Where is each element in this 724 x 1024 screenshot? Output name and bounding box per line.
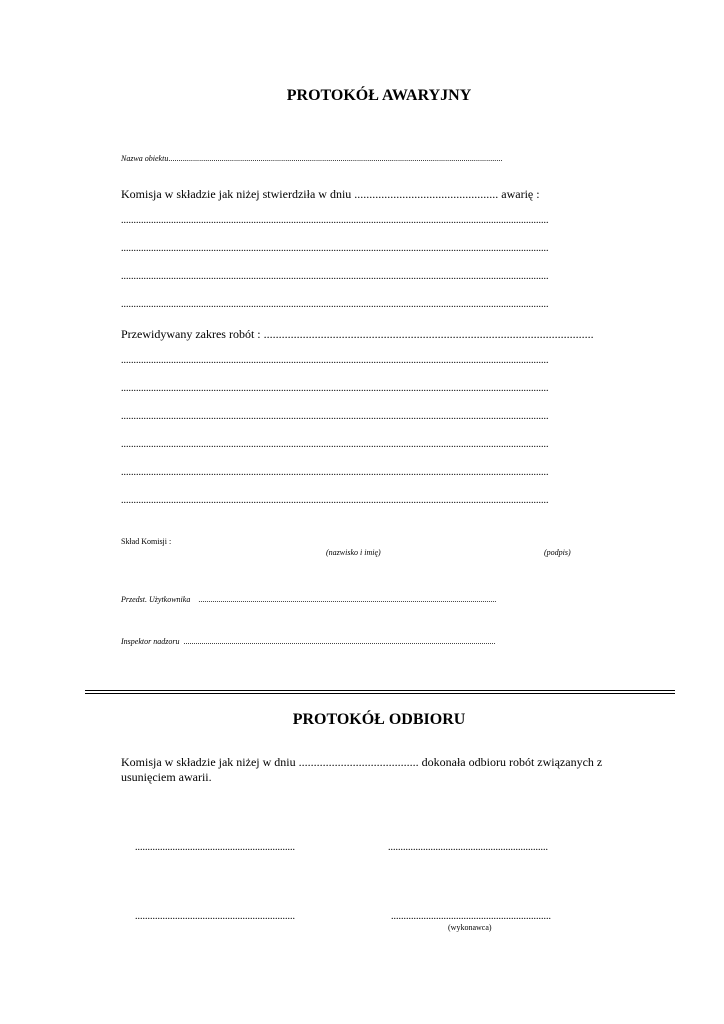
odbior-komisja-line-1: Komisja w składzie jak niżej w dniu ........................................ dokonała odbioru robót związanych z xyxy=(121,755,603,769)
zakres-robot-text: Przewidywany zakres robót : .............................................................................................................. xyxy=(121,327,594,341)
zakres-line-1[interactable]: ........................................................................................................................................................................... xyxy=(121,355,549,366)
inspektor-nadzoru-label: Inspektor nadzoru xyxy=(121,637,180,646)
zakres-line-4[interactable]: ........................................................................................................................................................................... xyxy=(121,439,549,450)
nazwa-obiektu-label: Nazwa obiektu xyxy=(121,154,169,163)
signature-line-right-2[interactable]: ................................................................ xyxy=(391,911,551,922)
nazwisko-imie-label: (nazwisko i imię) xyxy=(326,548,381,557)
odbior-title: PROTOKÓŁ ODBIORU xyxy=(292,711,466,728)
komisja-stwierdzila-text: Komisja w składzie jak niżej stwierdziła w dniu ................................................ awarię : xyxy=(121,187,540,201)
signature-line-left-1[interactable]: ................................................................ xyxy=(135,842,295,853)
przedst-uzytkownika-row xyxy=(121,589,496,607)
awaria-line-1[interactable]: ........................................................................................................................................................................... xyxy=(121,215,549,226)
odbior-komisja-line-2: usunięciem awarii. xyxy=(121,770,212,784)
zakres-line-2[interactable]: ........................................................................................................................................................................... xyxy=(121,383,549,394)
zakres-line-3[interactable]: ........................................................................................................................................................................... xyxy=(121,411,549,422)
przedst-uzytkownika-field[interactable]: ..................................................................................................................................................... xyxy=(198,595,497,604)
signature-line-left-2[interactable]: ................................................................ xyxy=(135,911,295,922)
inspektor-nadzoru-row xyxy=(121,631,495,649)
wykonawca-label: (wykonawca) xyxy=(448,923,492,932)
inspektor-nadzoru-field[interactable]: ............................................................................................................................................................ xyxy=(183,637,496,646)
awaria-line-4[interactable]: ........................................................................................................................................................................... xyxy=(121,299,549,310)
awaria-line-2[interactable]: ........................................................................................................................................................................... xyxy=(121,243,549,254)
section-divider-bottom xyxy=(85,693,675,694)
awaria-title: PROTOKÓŁ AWARYJNY xyxy=(286,87,472,104)
awaria-line-3[interactable]: ........................................................................................................................................................................... xyxy=(121,271,549,282)
sklad-komisji-label: Skład Komisji : xyxy=(121,537,172,546)
zakres-line-6[interactable]: ........................................................................................................................................................................... xyxy=(121,495,549,506)
przedst-uzytkownika-label: Przedst. Użytkownika xyxy=(121,595,191,604)
signature-line-right-1[interactable]: ................................................................ xyxy=(388,842,548,853)
zakres-line-5[interactable]: ........................................................................................................................................................................... xyxy=(121,467,549,478)
nazwa-obiektu-field[interactable]: ................................................................................................................................................................... xyxy=(168,154,503,163)
nazwa-obiektu-row xyxy=(121,148,503,166)
podpis-label: (podpis) xyxy=(544,548,571,557)
section-divider-top xyxy=(85,690,675,691)
